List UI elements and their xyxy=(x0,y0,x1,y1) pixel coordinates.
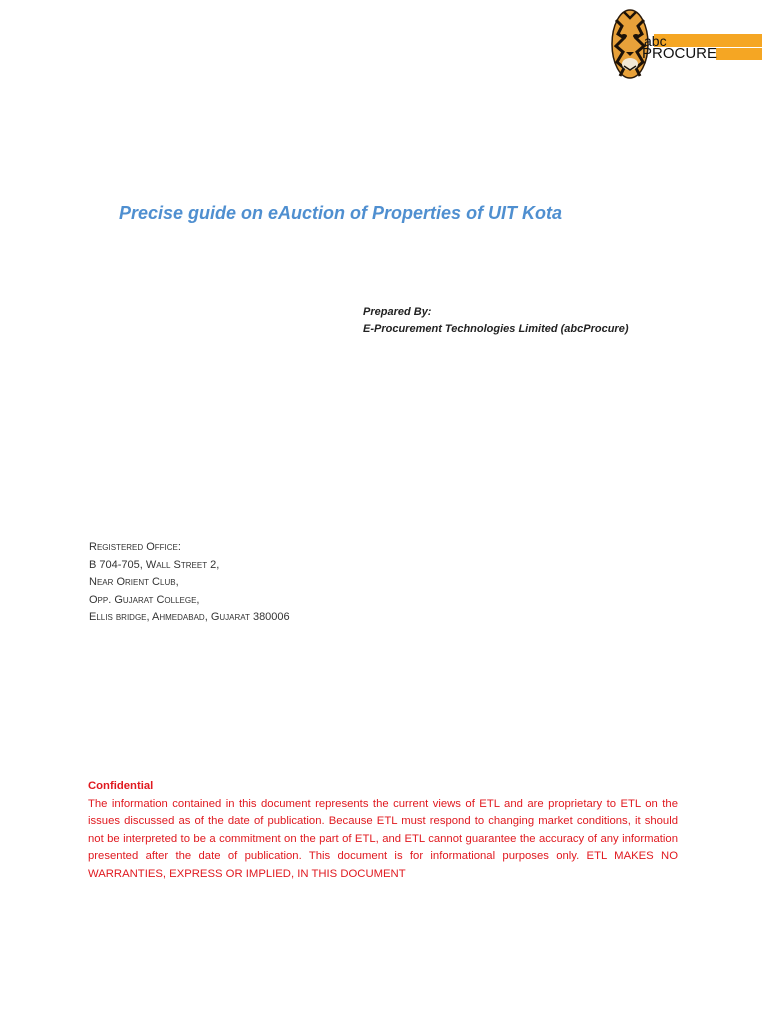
prepared-by-label: Prepared By: xyxy=(363,306,432,318)
confidential-body: The information contained in this document represents the current views of ETL and are proprietary to ETL on the issues discussed as of the date of publication. Because ETL must respond to changing market conditions, it should not be interpreted to be a commitment on the part of ETL, and ETL cannot guarantee the accuracy of any information presented after the date of publication. This document is for informational purposes only. ETL MAKES NO WARRANTIES, EXPRESS OR IMPLIED, IN THIS DOCUMENT xyxy=(88,797,678,880)
confidential-notice xyxy=(88,778,678,883)
office-line: Opp. Gujarat College, xyxy=(89,593,200,606)
prepared-by-block xyxy=(363,304,628,338)
prepared-by-company: E-Procurement Technologies Limited (abcProcure) xyxy=(363,323,629,335)
logo-procure-text: PROCURE xyxy=(642,45,718,62)
confidential-heading: Confidential xyxy=(88,780,154,792)
office-line: Near Orient Club, xyxy=(89,576,179,588)
logo-abc-text: abc xyxy=(644,33,667,49)
document-title: Precise guide on eAuction of Properties of UIT Kota xyxy=(119,203,563,223)
office-line: B 704-705, Wall Street 2, xyxy=(89,558,220,571)
abcprocure-logo xyxy=(608,4,764,86)
registered-office-address xyxy=(89,539,290,627)
office-line: Registered Office: xyxy=(89,541,181,553)
office-line: Ellis bridge, Ahmedabad, Gujarat 380006 xyxy=(89,611,290,623)
